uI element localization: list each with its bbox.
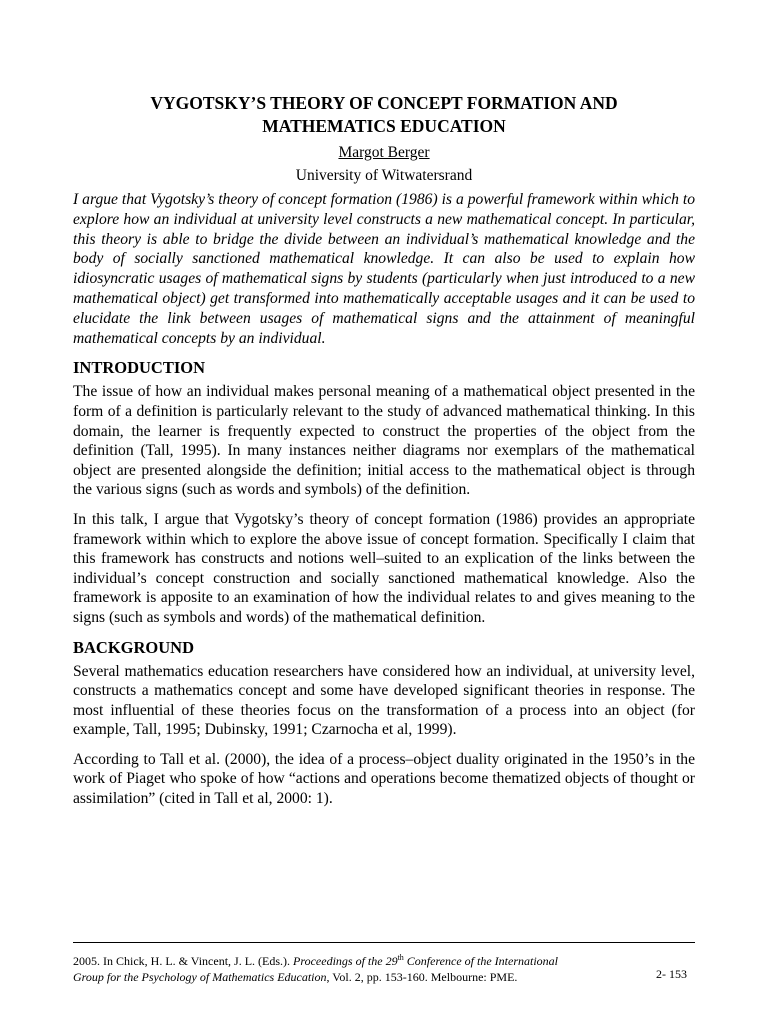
paper-page — [73, 92, 695, 809]
abstract: I argue that Vygotsky’s theory of concept formation (1986) is a powerful framework within which to explore how an individual at university level constructs a new mathematical concept. In particular, this theory is able to bridge the divide between an individual’s mathematical knowledge and the body of socially sanctioned mathematical knowledge. It can also be used to explain how idiosyncratic usages of mathematical signs by students (particularly when just introduced to a new mathematical object) get transformed into mathematically acceptable usages and it can be used to elucidate the link between usages of mathematical signs and the attainment of meaningful mathematical concepts by an individual. — [73, 191, 695, 347]
footer-citation — [73, 942, 695, 985]
title-line-1: VYGOTSKY’S THEORY OF CONCEPT FORMATION AND — [150, 93, 618, 113]
footer-group-title: Group for the Psychology of Mathematics Education — [73, 970, 327, 984]
footer-line-1 — [73, 950, 695, 969]
footer-conference-title: Conference of the International — [403, 954, 558, 968]
background-paragraph-1: Several mathematics education researchers have considered how an individual, at university level, constructs a mathematics concept and some have developed significant theories in response. The most influential of these theories focus on the transformation of a process into an object (for example, Tall, 1995; Dubinsky, 1991; Czarnocha et al, 1999). — [73, 662, 695, 739]
author-affiliation: University of Witwatersrand — [295, 167, 473, 184]
introduction-paragraph-2: In this talk, I argue that Vygotsky’s theory of concept formation (1986) provides an appropriate framework within which to explore the above issue of concept formation. Specifically I claim that this framework has constructs and notions well–suited to an explication of the links between the individual’s concept construction and socially sanctioned mathematical knowledge. Also the framework is apposite to an examination of how the individual relates to and gives meaning to the signs (such as symbols and words) of the mathematical definition. — [73, 510, 695, 626]
footer-volume-info: , Vol. 2, pp. 153-160. Melbourne: PME. — [326, 970, 518, 984]
footer-citation-prefix: 2005. In Chick, H. L. & Vincent, J. L. (Eds.). — [73, 954, 294, 968]
footer-proceedings-title: Proceedings of the 29 — [293, 954, 398, 968]
paper-title — [73, 92, 695, 138]
section-heading-introduction: INTRODUCTION — [73, 358, 206, 378]
section-heading-background: BACKGROUND — [73, 637, 195, 657]
author-name: Margot Berger — [338, 144, 430, 161]
footer-ordinal-suffix: th — [397, 953, 404, 962]
background-paragraph-2: According to Tall et al. (2000), the idea of a process–object duality originated in the 1950’s in the work of Piaget who spoke of how “actions and operations become thematized objects of thought or assimilation” (cited in Tall et al, 2000: 1). — [73, 750, 695, 808]
introduction-paragraph-1: The issue of how an individual makes personal meaning of a mathematical object presented in the form of a definition is particularly relevant to the study of advanced mathematical thinking. In this domain, the learner is frequently expected to construct the properties of the object from the definition (Tall, 1995). In many instances neither diagrams nor exemplars of the mathematical object are presented alongside the definition; initial access to the mathematical object is through the various signs (such as words and symbols) of the definition. — [73, 383, 695, 499]
page-number: 2- 153 — [656, 967, 687, 981]
title-line-2: MATHEMATICS EDUCATION — [262, 116, 506, 136]
footer-line-2 — [73, 969, 695, 985]
